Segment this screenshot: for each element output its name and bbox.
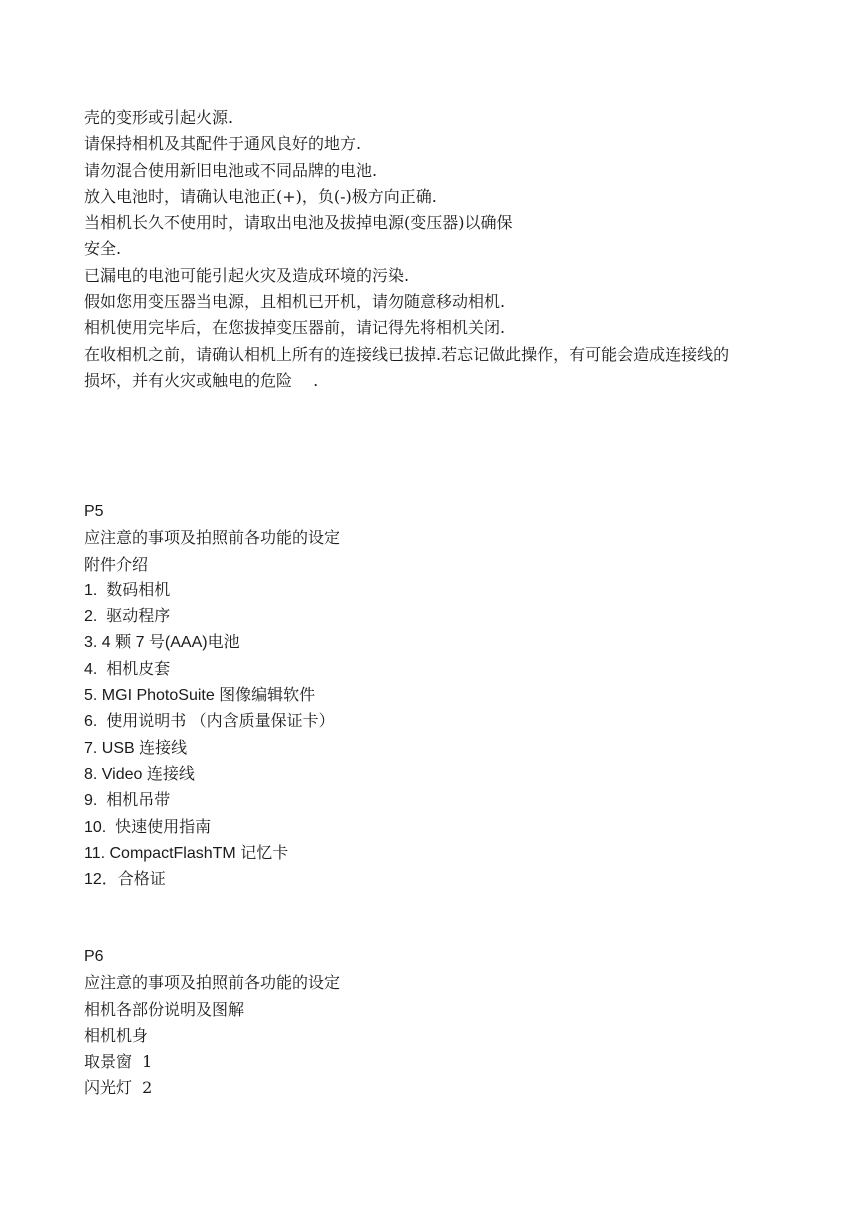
list-item: 5. MGI PhotoSuite 图像编辑软件 [84,687,316,705]
safety-line: 在收相机之前，请确认相机上所有的连接线已拔掉.若忘记做此操作，有可能会造成连接线的 [84,344,730,364]
section-subheading: 相机各部份说明及图解 [84,999,245,1019]
list-item: 1. 数码相机 [84,581,171,599]
safety-line: 相机使用完毕后，在您拔掉变压器前，请记得先将相机关闭. [84,318,506,338]
list-item: 闪光灯 2 [84,1078,153,1098]
safety-line: 请保持相机及其配件于通风良好的地方. [84,134,362,154]
list-item: 11. CompactFlashTM 记忆卡 [84,844,289,862]
section-subheading: 附件介绍 [84,554,149,574]
list-item: 10. 快速使用指南 [84,818,212,836]
safety-line: 壳的变形或引起火源. [84,108,234,127]
safety-line: 安全. [84,239,122,259]
list-item: 9. 相机吊带 [84,792,171,810]
safety-line: 损坏，并有火灾或触电的危险 . [84,370,319,390]
list-item: 7. USB 连接线 [84,739,188,757]
safety-notes [84,105,804,394]
list-item: 6. 使用说明书 （内含质量保证卡） [84,713,335,731]
safety-line: 请勿混合使用新旧电池或不同品牌的电池. [84,160,378,180]
list-item: 2. 驱动程序 [84,608,171,626]
page-p6-section [84,944,804,1102]
section-heading: 应注意的事项及拍照前各功能的设定 [84,528,341,548]
page-label: P6 [84,948,104,965]
safety-line: 当相机长久不使用时，请取出电池及拔掉电源(变压器)以确保 [84,213,513,233]
safety-line: 假如您用变压器当电源，且相机已开机，请勿随意移动相机. [84,292,506,312]
page-p5-section [84,499,804,893]
section-heading: 应注意的事项及拍照前各功能的设定 [84,973,341,993]
list-item: 取景窗 1 [84,1052,153,1072]
section-title: 相机机身 [84,1025,149,1045]
safety-line: 放入电池时，请确认电池正(+)，负(-)极方向正确. [84,186,437,206]
list-item: 4. 相机皮套 [84,660,171,678]
list-item: 8. Video 连接线 [84,765,195,783]
list-item: 3. 4 颗 7 号(AAA)电池 [84,634,240,652]
list-item: 12．合格证 [84,871,166,889]
safety-line: 已漏电的电池可能引起火灾及造成环境的污染. [84,265,410,285]
page-label: P5 [84,503,104,520]
